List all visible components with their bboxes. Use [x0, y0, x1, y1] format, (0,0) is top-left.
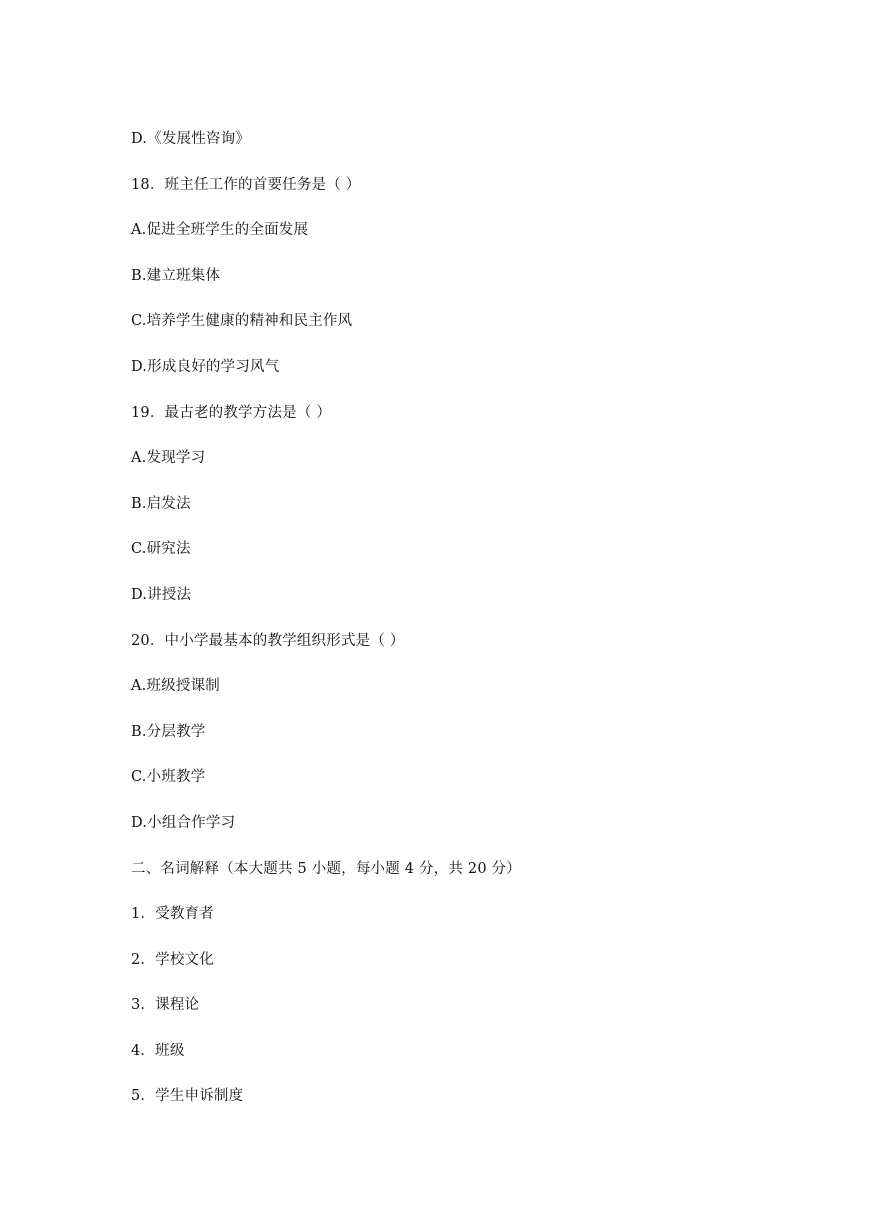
- question-20: 20．中小学最基本的教学组织形式是（ ）: [131, 632, 405, 649]
- option-19-c: C.研究法: [131, 541, 191, 558]
- option-20-d: D.小组合作学习: [131, 814, 236, 831]
- option-20-b: B.分层教学: [131, 723, 206, 740]
- option-18-c: C.培养学生健康的精神和民主作风: [131, 313, 353, 330]
- option-18-d: D.形成良好的学习风气: [131, 358, 280, 375]
- option-20-c: C.小班教学: [131, 769, 206, 786]
- option-17-d: D.《发展性咨询》: [131, 131, 251, 147]
- section-heading: 二、名词解释（本大题共 5 小题，每小题 4 分，共 20 分）: [131, 860, 521, 877]
- option-20-a: A.班级授课制: [131, 678, 220, 695]
- option-19-a: A.发现学习: [131, 450, 206, 467]
- term-item-1: 1．受教育者: [131, 906, 214, 923]
- term-item-2: 2．学校文化: [131, 951, 214, 968]
- term-item-5: 5．学生申诉制度: [131, 1088, 244, 1105]
- document-body: [131, 128, 791, 1131]
- question-19: 19．最古老的教学方法是（ ）: [131, 404, 332, 421]
- term-item-3: 3．课程论: [131, 997, 200, 1014]
- option-19-d: D.讲授法: [131, 586, 192, 603]
- option-18-a: A.促进全班学生的全面发展: [131, 222, 309, 239]
- question-18: 18．班主任工作的首要任务是（ ）: [131, 176, 361, 193]
- option-19-b: B.启发法: [131, 495, 191, 512]
- term-item-4: 4．班级: [131, 1042, 185, 1059]
- option-18-b: B.建立班集体: [131, 267, 221, 284]
